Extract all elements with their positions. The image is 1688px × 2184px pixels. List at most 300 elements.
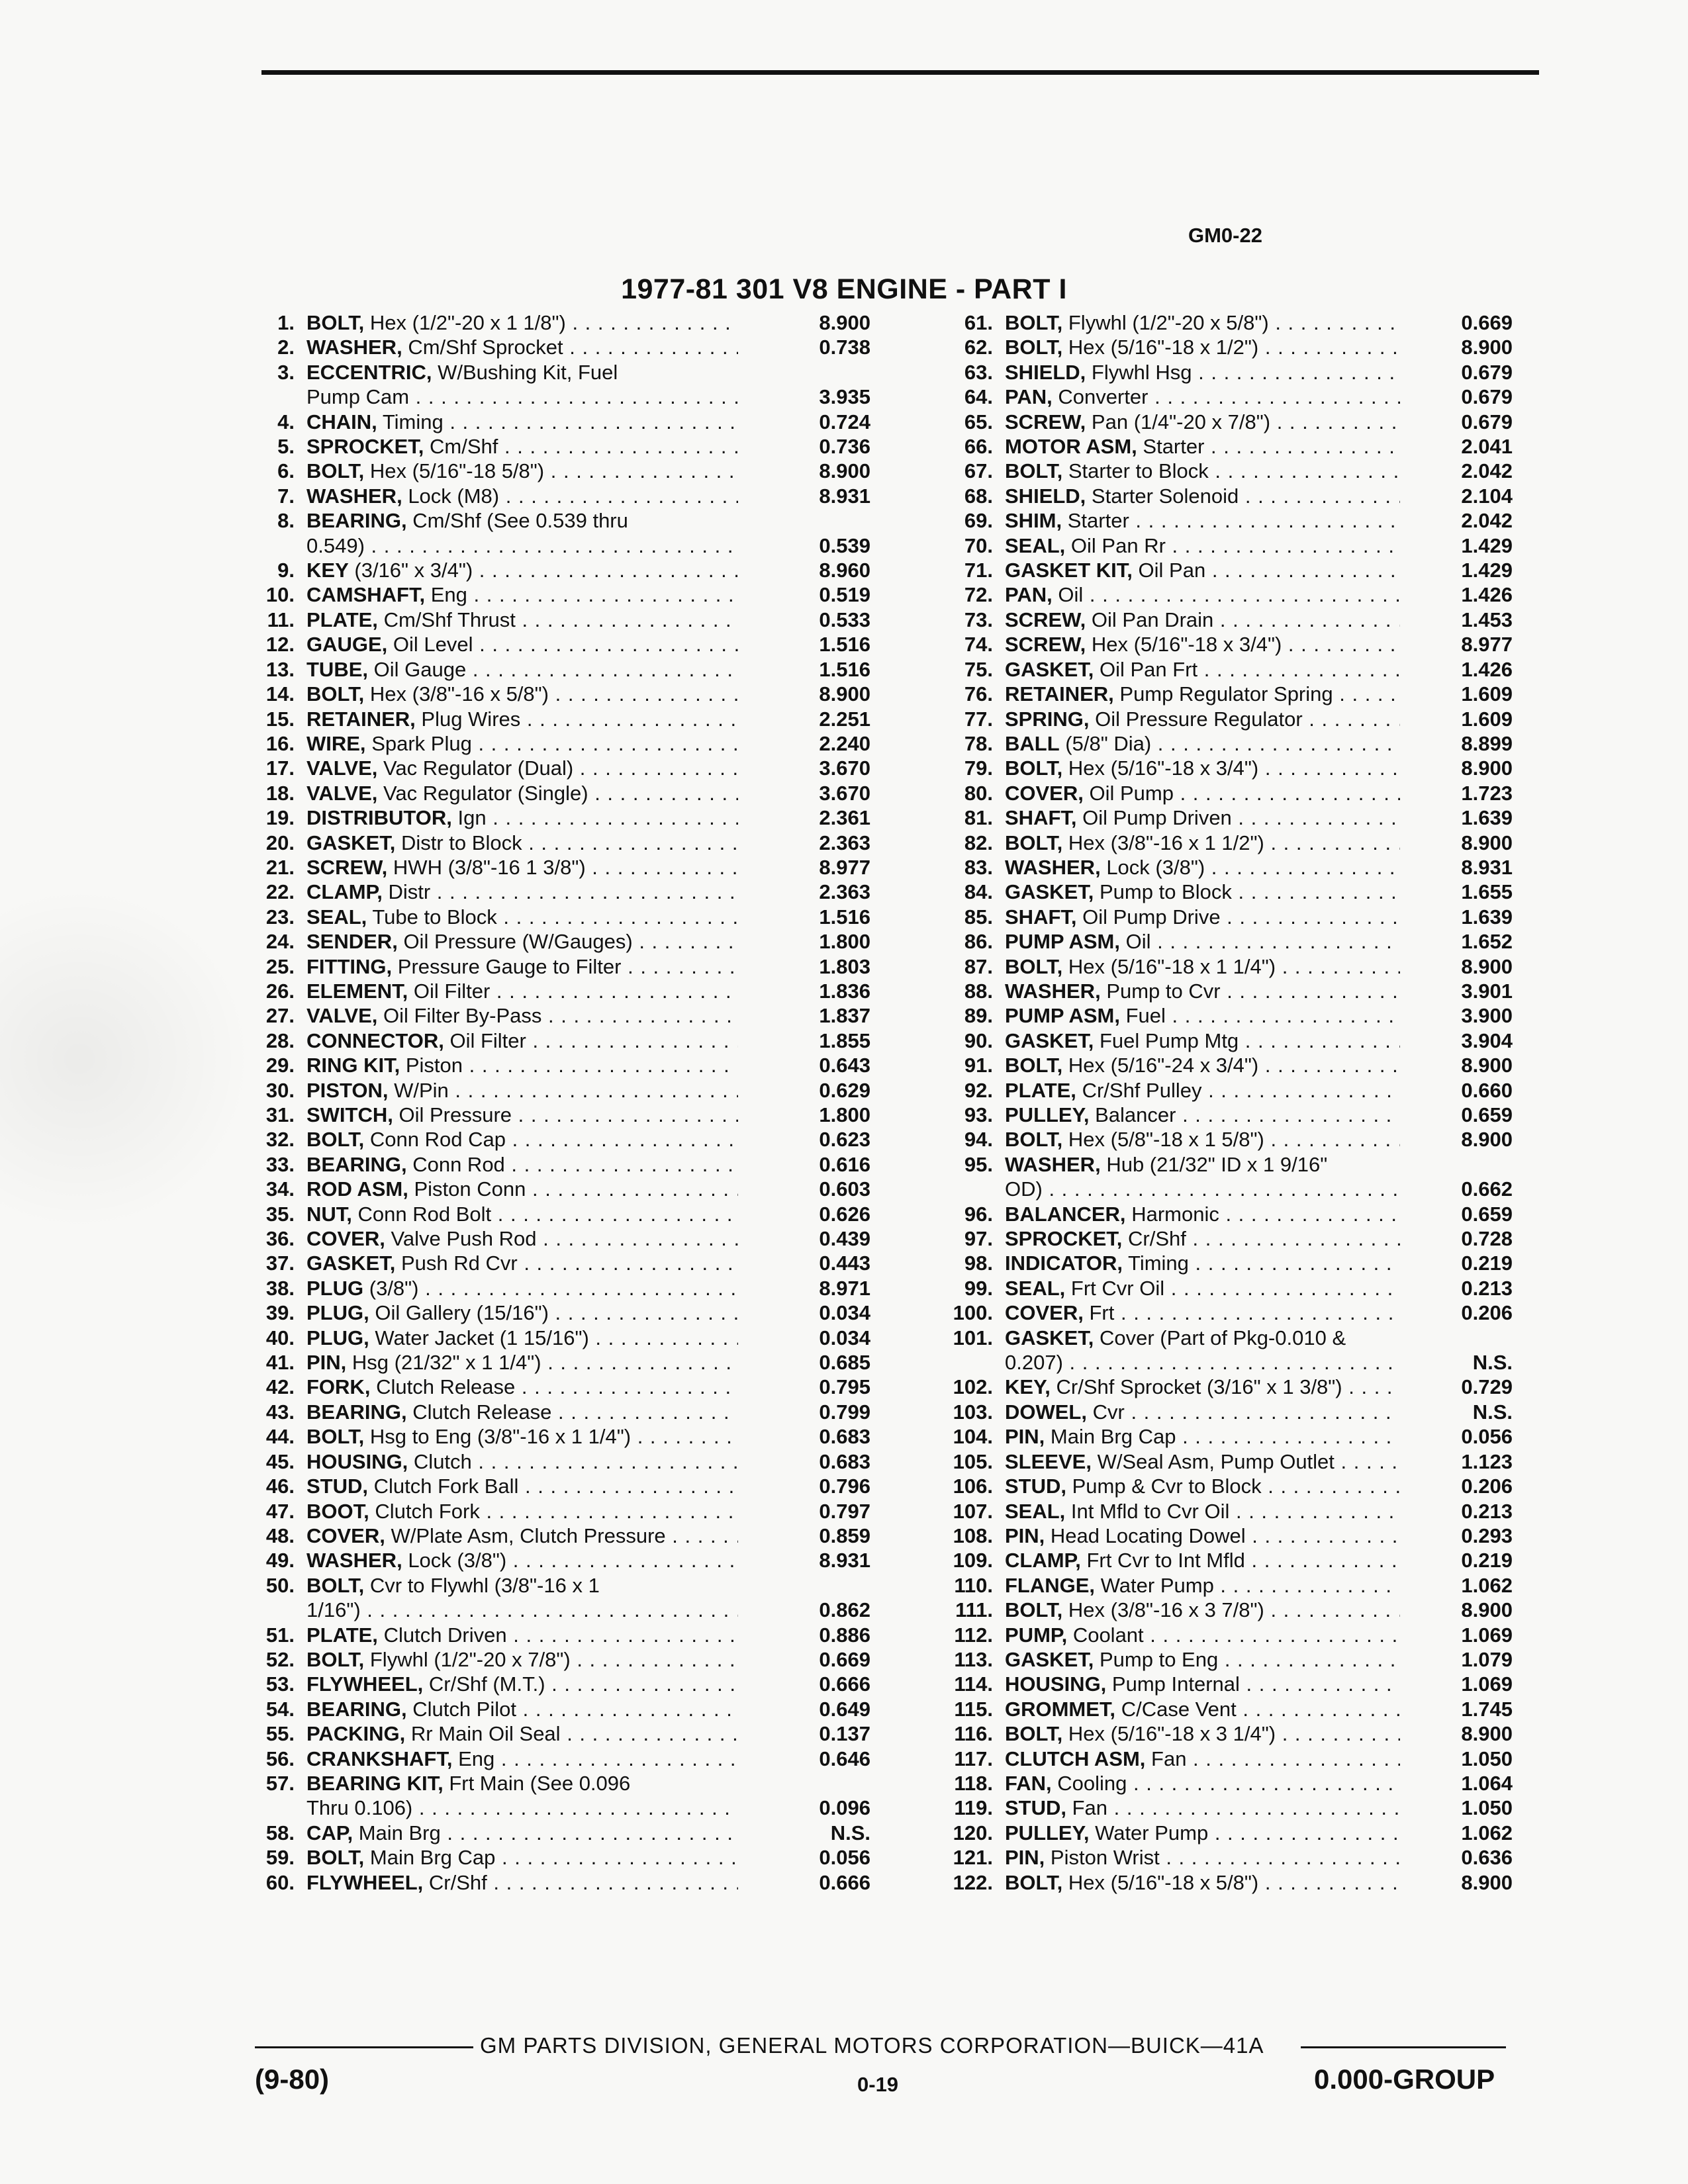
part-entry xyxy=(907,1573,1513,1598)
dot-leader xyxy=(1237,1698,1400,1721)
part-description xyxy=(1005,1400,1400,1424)
dot-leader xyxy=(444,410,738,433)
part-detail: Plug Wires xyxy=(421,707,521,731)
part-description xyxy=(306,608,738,632)
dot-leader xyxy=(1043,1177,1400,1201)
description-line xyxy=(306,1598,738,1622)
part-description xyxy=(1005,385,1400,409)
part-number: 49. xyxy=(265,1549,295,1572)
catalog-group-number: 0.519 xyxy=(819,583,870,607)
catalog-group-number: 3.670 xyxy=(819,756,870,780)
part-detail: Conn Rod xyxy=(412,1152,505,1176)
part-detail: W/Pin xyxy=(394,1078,449,1102)
catalog-group-number: 1.429 xyxy=(1461,559,1513,582)
part-number: 119. xyxy=(954,1796,993,1820)
dot-leader xyxy=(1127,1772,1400,1795)
catalog-group-number: 0.666 xyxy=(819,1870,870,1894)
part-description xyxy=(1005,707,1400,731)
part-name: BOLT, xyxy=(1005,831,1063,854)
part-detail: Vac Regulator (Single) xyxy=(383,781,588,805)
dot-leader xyxy=(1335,1450,1400,1473)
part-description xyxy=(306,855,738,880)
catalog-group-number: 8.931 xyxy=(819,484,870,508)
part-name: INDICATOR, xyxy=(1005,1251,1123,1275)
description-line xyxy=(1005,1177,1400,1201)
part-name: BOLT, xyxy=(306,682,365,706)
part-description xyxy=(306,1821,738,1845)
part-description xyxy=(306,1053,738,1077)
part-name: KEY xyxy=(306,559,349,582)
part-entry xyxy=(235,756,870,780)
dot-leader xyxy=(1258,756,1400,780)
part-entry xyxy=(907,434,1513,459)
description-line xyxy=(1005,905,1400,929)
description-line xyxy=(1005,385,1400,409)
description-line xyxy=(1005,1474,1400,1498)
description-line xyxy=(1005,880,1400,904)
part-number: 117. xyxy=(954,1747,993,1770)
dot-leader xyxy=(544,459,738,482)
part-detail: Oil Pump xyxy=(1089,781,1174,805)
part-name: SLEEVE, xyxy=(1005,1449,1092,1473)
description-line xyxy=(306,979,738,1003)
part-entry xyxy=(235,1524,870,1548)
part-name: PLUG, xyxy=(306,1301,369,1325)
part-entry xyxy=(235,1771,870,1821)
catalog-group-number: 1.639 xyxy=(1461,806,1513,830)
part-description xyxy=(306,1721,738,1746)
part-description xyxy=(1005,1251,1400,1275)
part-detail: Timing xyxy=(1128,1251,1189,1275)
description-line xyxy=(306,1350,738,1375)
catalog-group-number: 1.050 xyxy=(1461,1796,1513,1820)
part-description xyxy=(1005,484,1400,508)
part-entry xyxy=(235,1821,870,1845)
part-name: BOLT, xyxy=(1005,1722,1063,1746)
dot-leader xyxy=(1240,1672,1400,1696)
part-number: 22. xyxy=(265,880,295,904)
dot-leader xyxy=(1239,484,1400,508)
part-description xyxy=(306,632,738,657)
description-line xyxy=(1005,1326,1400,1350)
part-number: 14. xyxy=(265,682,295,706)
part-description xyxy=(1005,954,1400,979)
part-detail: 0.207) xyxy=(1005,1351,1063,1375)
catalog-group-number: 3.901 xyxy=(1461,979,1513,1003)
part-number: 37. xyxy=(265,1251,295,1275)
part-detail: Fuel xyxy=(1125,1004,1166,1028)
part-description xyxy=(306,1474,738,1498)
part-description xyxy=(306,434,738,459)
description-line xyxy=(306,1449,738,1474)
dot-leader xyxy=(1276,1722,1400,1745)
dot-leader xyxy=(1232,880,1400,903)
part-description xyxy=(1005,1078,1400,1103)
part-number: 12. xyxy=(265,633,295,657)
part-name: FLYWHEEL, xyxy=(306,1870,424,1894)
part-description xyxy=(1005,1449,1400,1474)
catalog-group-number: 0.724 xyxy=(819,410,870,433)
part-entry xyxy=(235,1499,870,1524)
part-description xyxy=(1005,410,1400,434)
part-name: SHIELD, xyxy=(1005,484,1086,508)
description-line xyxy=(1005,1796,1400,1820)
part-number: 79. xyxy=(964,756,993,780)
part-name: COVER, xyxy=(1005,1301,1084,1325)
part-detail: Conn Rod Cap xyxy=(369,1128,506,1152)
catalog-group-number: 2.042 xyxy=(1461,509,1513,533)
catalog-group-number: 1.837 xyxy=(819,1004,870,1028)
part-description xyxy=(306,310,738,335)
part-number: 24. xyxy=(265,930,295,954)
part-number: 1. xyxy=(277,311,295,334)
part-detail: Oil Gallery (15/16") xyxy=(375,1301,549,1325)
part-name: CONNECTOR, xyxy=(306,1028,444,1052)
page-title: 1977-81 301 V8 ENGINE - PART I xyxy=(621,273,1067,305)
part-description xyxy=(306,954,738,979)
part-description xyxy=(1005,1152,1400,1202)
part-detail: Lock (3/8") xyxy=(1106,855,1205,879)
part-entry xyxy=(235,880,870,904)
part-description xyxy=(1005,929,1400,954)
part-detail: Clutch Pilot xyxy=(412,1697,516,1721)
description-line xyxy=(1005,1300,1400,1325)
dot-leader xyxy=(1189,1251,1400,1275)
part-entry xyxy=(235,1350,870,1375)
part-description xyxy=(1005,781,1400,805)
part-detail: (5/8" Dia) xyxy=(1065,731,1152,755)
part-name: SHAFT, xyxy=(1005,905,1077,929)
part-detail: W/Plate Asm, Clutch Pressure xyxy=(391,1524,666,1547)
part-description xyxy=(306,582,738,607)
dot-leader xyxy=(472,732,738,755)
description-line xyxy=(306,1548,738,1572)
dot-leader xyxy=(520,707,738,731)
part-number: 64. xyxy=(964,385,993,409)
part-detail: Hex (1/2"-20 x 1 1/8") xyxy=(369,311,566,334)
catalog-group-number: 0.679 xyxy=(1461,410,1513,433)
description-line xyxy=(1005,608,1400,632)
description-line xyxy=(306,1647,738,1672)
part-detail: Pump to Cvr xyxy=(1106,979,1221,1003)
description-line xyxy=(1005,1697,1400,1721)
part-detail: Oil Pan xyxy=(1138,559,1206,582)
part-entry xyxy=(907,410,1513,434)
description-line xyxy=(1005,1400,1400,1424)
part-entry xyxy=(907,905,1513,929)
part-name: CHAIN, xyxy=(306,410,377,433)
part-number: 30. xyxy=(265,1078,295,1102)
dot-leader xyxy=(466,658,738,681)
part-entry xyxy=(907,1226,1513,1251)
footer-group: 0.000-GROUP xyxy=(1314,2064,1495,2095)
part-detail: Cr/Shf (M.T.) xyxy=(428,1672,545,1696)
part-name: HOUSING, xyxy=(1005,1672,1107,1696)
catalog-group-number: 0.219 xyxy=(1461,1251,1513,1275)
part-entry xyxy=(235,805,870,830)
catalog-group-number: 0.859 xyxy=(819,1524,870,1547)
part-detail: OD) xyxy=(1005,1177,1043,1201)
dot-leader xyxy=(494,1747,738,1770)
part-name: BALANCER, xyxy=(1005,1202,1126,1226)
part-entry xyxy=(907,1499,1513,1524)
part-name: BOLT, xyxy=(1005,1598,1063,1622)
part-name: PAN, xyxy=(1005,583,1053,607)
part-name: GASKET, xyxy=(1005,1647,1094,1671)
part-detail: Pump Internal xyxy=(1111,1672,1240,1696)
dot-leader xyxy=(1209,459,1400,482)
part-name: GASKET KIT, xyxy=(1005,559,1133,582)
catalog-group-number: 1.803 xyxy=(819,954,870,978)
part-description xyxy=(1005,335,1400,359)
part-detail: Timing xyxy=(382,410,444,433)
footer-publisher: GM PARTS DIVISION, GENERAL MOTORS CORPORATION—BUICK—41A xyxy=(480,2033,1264,2058)
part-number: 67. xyxy=(964,459,993,483)
part-number: 29. xyxy=(265,1054,295,1077)
part-name: BOLT, xyxy=(1005,954,1063,978)
part-name: SWITCH, xyxy=(306,1103,393,1126)
part-number: 32. xyxy=(265,1128,295,1152)
part-description xyxy=(1005,1300,1400,1325)
part-entry xyxy=(907,731,1513,756)
part-number: 75. xyxy=(964,657,993,681)
part-number: 61. xyxy=(964,311,993,334)
part-name: BOLT, xyxy=(1005,1054,1063,1077)
part-name: CAMSHAFT, xyxy=(306,583,426,607)
part-number: 35. xyxy=(265,1202,295,1226)
catalog-group-number: 1.800 xyxy=(819,1103,870,1126)
description-line xyxy=(1005,434,1400,459)
description-line xyxy=(306,533,738,558)
part-detail: Oil Pump Driven xyxy=(1082,806,1232,830)
dot-leader xyxy=(1214,1574,1400,1597)
part-name: RING KIT, xyxy=(306,1054,400,1077)
dot-leader xyxy=(487,1871,738,1894)
part-detail: Cr/Shf xyxy=(428,1870,487,1894)
description-line xyxy=(1005,831,1400,855)
part-description xyxy=(1005,1226,1400,1251)
part-name: TUBE, xyxy=(306,657,368,681)
part-detail: Pump Regulator Spring xyxy=(1119,682,1333,706)
part-detail: Clutch Release xyxy=(412,1400,552,1424)
catalog-group-number: 1.123 xyxy=(1461,1449,1513,1473)
dot-leader xyxy=(526,1177,738,1201)
part-description xyxy=(306,1400,738,1424)
part-entry xyxy=(235,707,870,731)
part-entry xyxy=(235,1177,870,1201)
part-detail: Distr xyxy=(388,880,431,904)
part-detail: Cm/Shf Thrust xyxy=(383,608,516,631)
dot-leader xyxy=(1239,1029,1400,1052)
part-name: BOLT, xyxy=(306,1846,365,1870)
catalog-group-number: N.S. xyxy=(1472,1351,1513,1375)
part-detail: Flywhl (1/2"-20 x 7/8") xyxy=(369,1647,571,1671)
dot-leader xyxy=(1264,831,1400,854)
part-detail: Cooling xyxy=(1057,1771,1127,1795)
part-number: 69. xyxy=(964,509,993,533)
part-detail: Oil Pan Frt xyxy=(1099,657,1198,681)
part-entry xyxy=(235,1053,870,1077)
part-number: 54. xyxy=(265,1697,295,1721)
dot-leader xyxy=(541,1004,738,1027)
part-number: 112. xyxy=(954,1623,993,1647)
dot-leader xyxy=(1245,1549,1400,1572)
part-name: DOWEL, xyxy=(1005,1400,1087,1424)
description-line xyxy=(306,880,738,904)
part-entry xyxy=(235,508,870,558)
part-number: 42. xyxy=(265,1375,295,1399)
catalog-group-number: 3.670 xyxy=(819,781,870,805)
part-detail: Eng xyxy=(458,1747,495,1770)
parts-list-right xyxy=(907,310,1513,1895)
dot-leader xyxy=(541,1351,738,1374)
part-description xyxy=(1005,434,1400,459)
description-line xyxy=(1005,1672,1400,1696)
dot-leader xyxy=(589,1326,738,1349)
part-number: 45. xyxy=(265,1449,295,1473)
part-entry xyxy=(907,1449,1513,1474)
description-line xyxy=(306,410,738,434)
catalog-group-number: 0.649 xyxy=(819,1697,870,1721)
part-number: 28. xyxy=(265,1028,295,1052)
catalog-group-number: 8.960 xyxy=(819,559,870,582)
part-detail: Piston xyxy=(405,1054,463,1077)
part-number: 18. xyxy=(265,781,295,805)
part-entry xyxy=(235,855,870,880)
part-detail: Hex (5/16"-24 x 3/4") xyxy=(1068,1054,1259,1077)
dot-leader xyxy=(549,682,738,705)
part-number: 91. xyxy=(964,1054,993,1077)
description-line xyxy=(1005,1647,1400,1672)
part-detail: Starter to Block xyxy=(1068,459,1209,483)
part-name: SHAFT, xyxy=(1005,806,1077,830)
dot-leader xyxy=(441,1821,738,1844)
dot-leader xyxy=(412,1796,738,1819)
part-number: 81. xyxy=(964,806,993,830)
dot-leader xyxy=(666,1524,738,1547)
dot-leader xyxy=(1246,1524,1400,1547)
part-entry xyxy=(907,1796,1513,1820)
catalog-group-number: 8.900 xyxy=(1461,1870,1513,1894)
part-detail: Main Brg Cap xyxy=(1050,1425,1176,1449)
catalog-group-number: 0.669 xyxy=(1461,311,1513,334)
description-line xyxy=(1005,1103,1400,1127)
part-name: BOLT, xyxy=(1005,459,1063,483)
description-line xyxy=(306,1028,738,1053)
part-name: BOLT, xyxy=(306,459,365,483)
part-entry xyxy=(907,1721,1513,1746)
part-name: WIRE, xyxy=(306,731,366,755)
part-name: WASHER, xyxy=(1005,979,1101,1003)
catalog-group-number: 0.034 xyxy=(819,1326,870,1349)
part-detail: Oil Gauge xyxy=(373,657,467,681)
description-line xyxy=(306,1870,738,1895)
footer-rule-right xyxy=(1301,2046,1506,2048)
dot-leader xyxy=(1160,1846,1400,1869)
description-line xyxy=(1005,410,1400,434)
part-name: PLUG, xyxy=(306,1326,369,1349)
part-detail: Oil Pump Drive xyxy=(1082,905,1221,929)
part-entry xyxy=(907,707,1513,731)
dot-leader xyxy=(1205,856,1400,879)
part-detail: Hsg to Eng (3/8"-16 x 1 1/4") xyxy=(369,1425,632,1449)
part-entry xyxy=(907,756,1513,780)
part-description xyxy=(1005,831,1400,855)
catalog-group-number: 2.104 xyxy=(1461,484,1513,508)
part-name: BALL xyxy=(1005,731,1060,755)
part-detail: Flywhl (1/2"-20 x 5/8") xyxy=(1068,311,1269,334)
dot-leader xyxy=(536,1227,738,1250)
part-entry xyxy=(235,929,870,954)
part-number: 57. xyxy=(265,1771,295,1795)
part-name: FLYWHEEL, xyxy=(306,1672,424,1696)
dot-leader xyxy=(449,1079,738,1102)
description-line xyxy=(1005,954,1400,979)
description-line xyxy=(306,1524,738,1548)
part-detail: Pump Cam xyxy=(306,385,410,409)
description-line xyxy=(1005,484,1400,508)
part-name: BOLT, xyxy=(1005,311,1063,334)
description-line xyxy=(306,1226,738,1251)
part-description xyxy=(306,1449,738,1474)
part-description xyxy=(1005,1672,1400,1696)
description-line xyxy=(1005,731,1400,756)
part-number: 48. xyxy=(265,1524,295,1547)
part-name: FORK, xyxy=(306,1375,371,1399)
part-entry xyxy=(907,1771,1513,1796)
part-description xyxy=(306,1375,738,1399)
description-line xyxy=(1005,1226,1400,1251)
description-line xyxy=(306,657,738,682)
part-entry xyxy=(907,1747,1513,1771)
part-entry xyxy=(907,632,1513,657)
description-line xyxy=(306,1053,738,1077)
part-description xyxy=(1005,905,1400,929)
catalog-group-number: 1.516 xyxy=(819,633,870,657)
part-name: WASHER, xyxy=(306,1549,402,1572)
part-description xyxy=(306,657,738,682)
dot-leader xyxy=(586,856,738,879)
catalog-group-number: 8.977 xyxy=(1461,633,1513,657)
part-description xyxy=(1005,1375,1400,1399)
part-detail: Clutch Release xyxy=(376,1375,516,1399)
part-detail: Eng xyxy=(430,583,467,607)
part-description xyxy=(1005,1821,1400,1845)
part-number: 109. xyxy=(953,1549,993,1572)
part-number: 121. xyxy=(953,1846,993,1870)
description-line xyxy=(306,360,738,385)
part-name: RETAINER, xyxy=(1005,682,1114,706)
part-description xyxy=(306,1870,738,1895)
description-line xyxy=(306,1078,738,1103)
dot-leader xyxy=(518,1475,738,1498)
catalog-group-number: 0.096 xyxy=(819,1796,870,1820)
part-entry xyxy=(235,632,870,657)
dot-leader xyxy=(1150,930,1400,953)
part-entry xyxy=(235,1003,870,1028)
dot-leader xyxy=(1213,608,1400,631)
part-entry xyxy=(907,855,1513,880)
dot-leader xyxy=(1197,658,1400,681)
part-entry xyxy=(235,310,870,335)
dot-leader xyxy=(515,1375,738,1398)
part-detail: Fuel Pump Mtg xyxy=(1099,1028,1239,1052)
part-detail: Fan xyxy=(1072,1796,1108,1820)
part-name: SENDER, xyxy=(306,930,398,954)
description-line xyxy=(1005,682,1400,706)
part-description xyxy=(1005,1623,1400,1647)
dot-leader xyxy=(1282,633,1400,656)
